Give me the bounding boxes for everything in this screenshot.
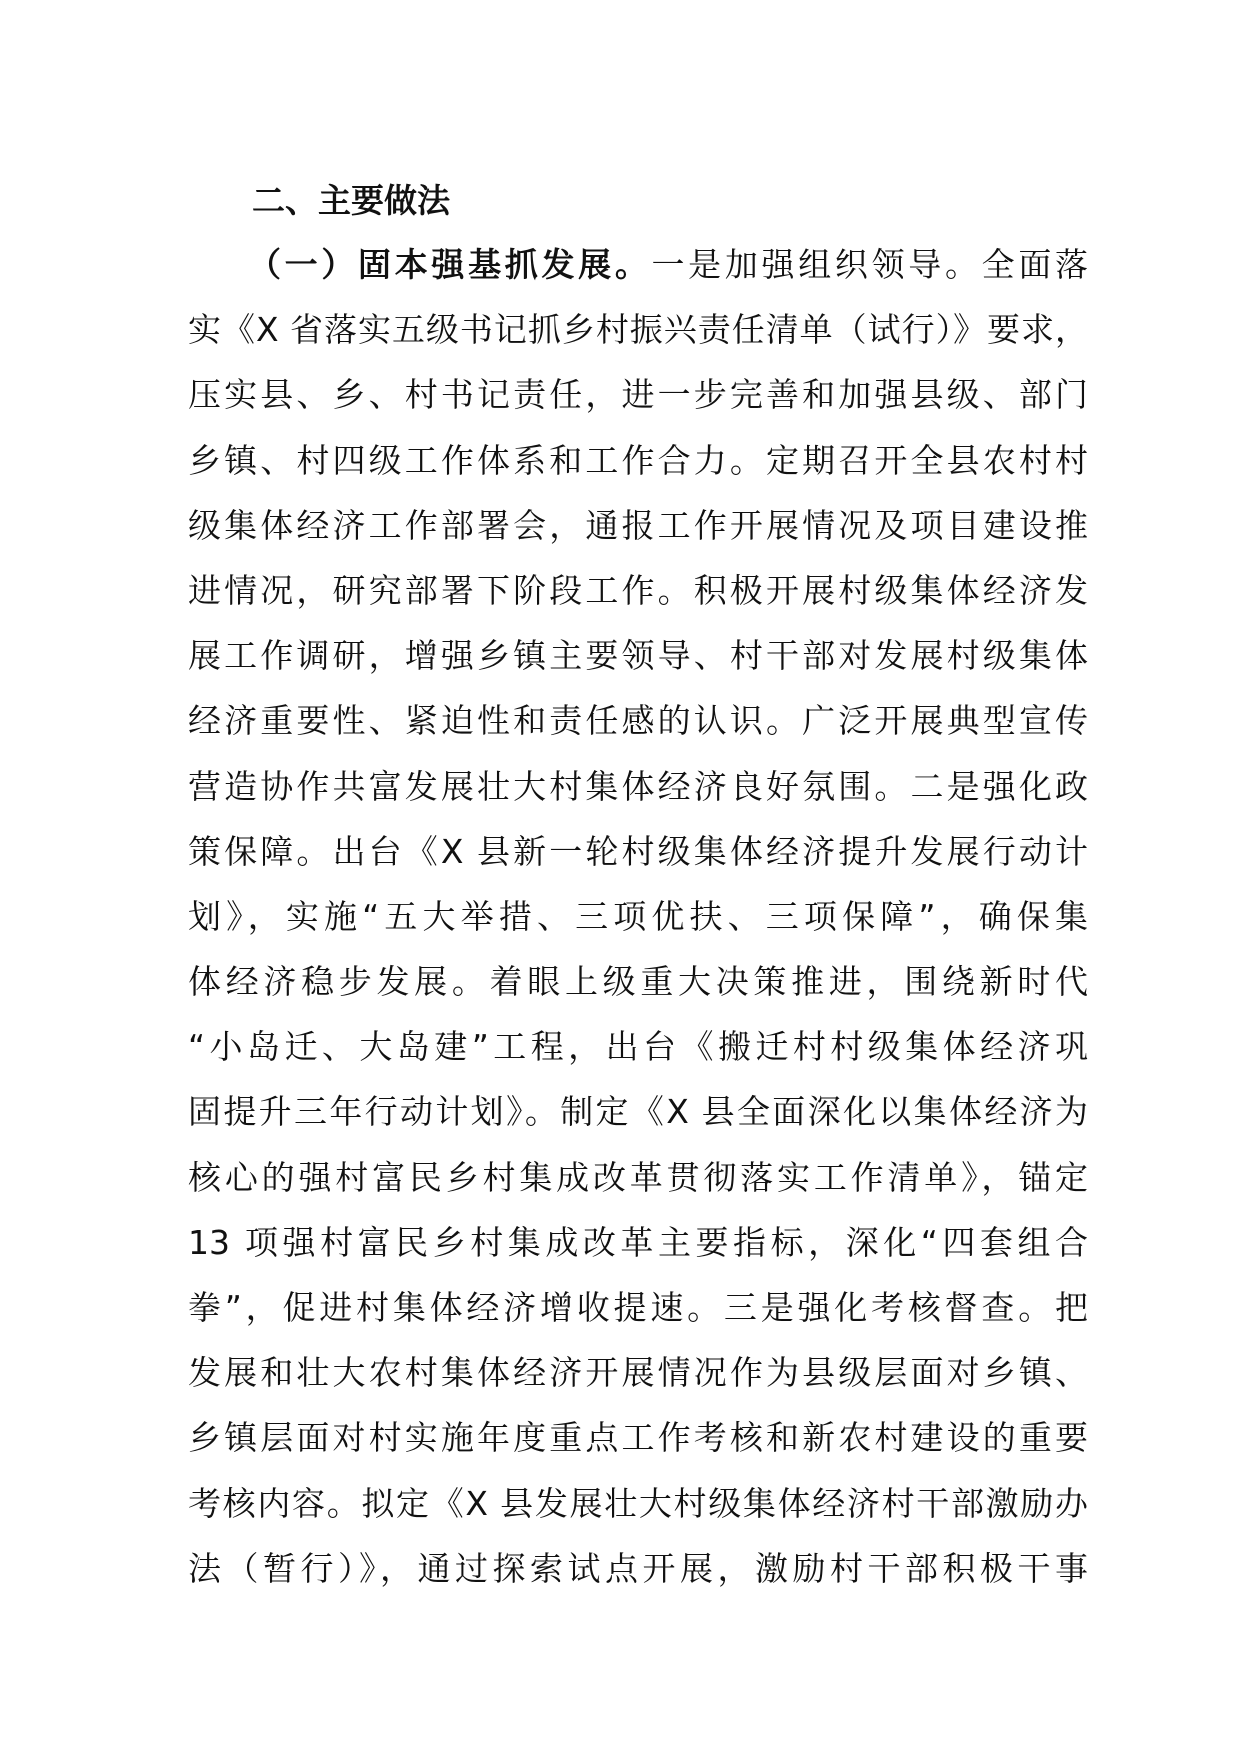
paragraph-line: 划》，实施“五大举措、三项优扶、三项保障”，确保集 [188,896,1088,936]
paragraph-first-line [188,232,1088,297]
paragraph-line: “小岛迁、大岛建”工程，出台《搬迁村村级集体经济巩 [188,1027,1088,1067]
section-heading: 二、主要做法 [252,181,450,220]
paragraph-line: 营造协作共富发展壮大村集体经济良好氛围。二是强化政 [188,766,1088,806]
paragraph-line: 实《X 省落实五级书记抓乡村振兴责任清单（试行）》要求， [188,310,1088,350]
paragraph-line: 固提升三年行动计划》。制定《X 县全面深化以集体经济为 [188,1092,1088,1132]
body-paragraph [188,232,1088,1601]
first-line-text: 一是加强组织领导。全面落 [651,245,1089,284]
paragraph-line: 核心的强村富民乡村集成改革贯彻落实工作清单》，锚定 [188,1157,1088,1197]
paragraph-line: 压实县、乡、村书记责任，进一步完善和加强县级、部门 [188,375,1088,415]
paragraph-line: 展工作调研，增强乡镇主要领导、村干部对发展村级集体 [188,636,1088,676]
subsection-lead: （一）固本强基抓发展。 [248,245,652,284]
paragraph-line: 发展和壮大农村集体经济开展情况作为县级层面对乡镇、 [188,1353,1088,1393]
paragraph-line: 乡镇层面对村实施年度重点工作考核和新农村建设的重要 [188,1418,1088,1458]
paragraph-line: 策保障。出台《X 县新一轮村级集体经济提升发展行动计 [188,831,1088,871]
paragraph-line: 考核内容。拟定《X 县发展壮大村级集体经济村干部激励办 [188,1483,1088,1523]
paragraph-line: 进情况，研究部署下阶段工作。积极开展村级集体经济发 [188,570,1088,610]
paragraph-line: 乡镇、村四级工作体系和工作合力。定期召开全县农村村 [188,440,1088,480]
paragraph-line: 体经济稳步发展。着眼上级重大决策推进，围绕新时代 [188,962,1088,1002]
paragraph-line: 级集体经济工作部署会，通报工作开展情况及项目建设推 [188,505,1088,545]
paragraph-line: 经济重要性、紧迫性和责任感的认识。广泛开展典型宣传 [188,701,1088,741]
paragraph-line: 拳”，促进村集体经济增收提速。三是强化考核督查。把 [188,1288,1088,1327]
paragraph-line: 13 项强村富民乡村集成改革主要指标，深化“四套组合 [188,1222,1088,1262]
paragraph-line: 法（暂行）》，通过探索试点开展，激励村干部积极干事 [188,1548,1088,1588]
